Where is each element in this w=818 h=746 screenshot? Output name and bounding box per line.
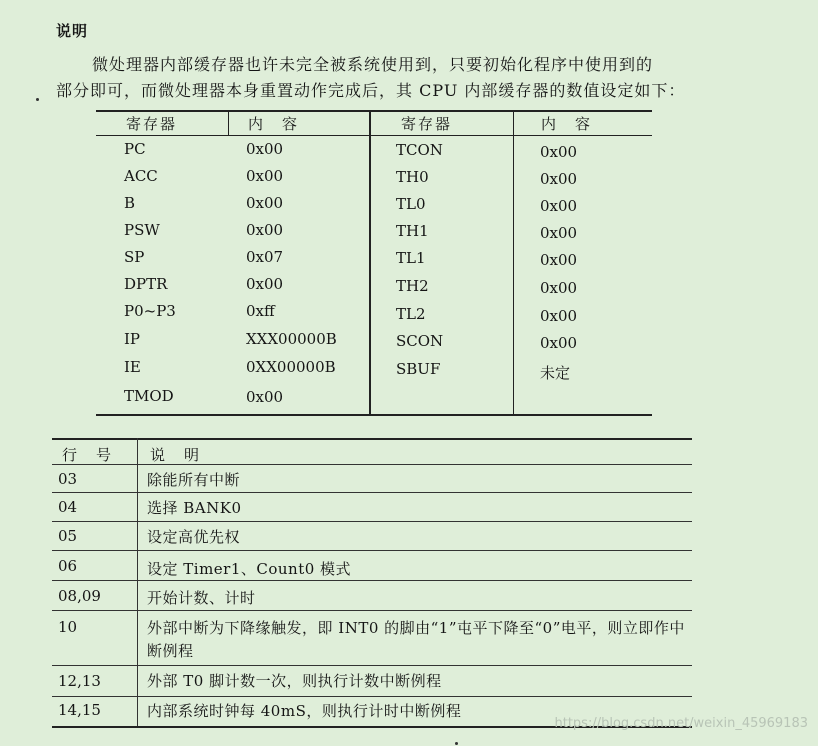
row-rule — [52, 550, 692, 551]
header-register-right: 寄存器 — [401, 115, 453, 133]
register-name: PSW — [124, 221, 160, 239]
line-description: 除能所有中断 — [147, 471, 241, 489]
register-name: TL2 — [396, 305, 426, 323]
row-rule — [52, 696, 692, 697]
register-value: 0x00 — [540, 197, 578, 215]
table-bottom-rule — [96, 414, 652, 416]
register-value: 0x00 — [246, 275, 284, 293]
register-value: 0x00 — [540, 224, 578, 242]
register-value: 0x00 — [246, 388, 284, 406]
header-description: 说 明 — [150, 446, 202, 464]
register-name: SCON — [396, 332, 444, 350]
header-content-right: 内 容 — [541, 115, 593, 133]
row-rule — [52, 610, 692, 611]
register-value: 0x07 — [246, 248, 284, 266]
register-value: 0x00 — [246, 221, 284, 239]
table-top-rule — [96, 110, 652, 112]
line-number: 05 — [58, 527, 78, 545]
table-header-rule — [96, 135, 652, 136]
register-value: 0x00 — [540, 143, 578, 161]
register-name: DPTR — [124, 275, 168, 293]
register-name: TH0 — [396, 168, 429, 186]
register-name: PC — [124, 140, 146, 158]
register-value: 0x00 — [540, 279, 578, 297]
register-name: TL0 — [396, 195, 426, 213]
right-divider — [513, 110, 514, 416]
line-number: 03 — [58, 470, 78, 488]
line-description: 设定高优先权 — [147, 528, 241, 546]
register-value: XXX00000B — [246, 330, 337, 348]
table-top-rule — [52, 438, 692, 440]
register-value: 0x00 — [540, 251, 578, 269]
watermark: https://blog.csdn.net/weixin_45969183 — [554, 716, 808, 731]
line-number: 14,15 — [58, 701, 101, 719]
register-value: 0x00 — [246, 167, 284, 185]
register-name: TL1 — [396, 249, 426, 267]
register-value: 0xff — [246, 302, 275, 320]
row-rule — [52, 521, 692, 522]
register-name: TMOD — [124, 387, 174, 405]
register-value: 0x00 — [540, 170, 578, 188]
line-number: 10 — [58, 618, 78, 636]
register-value: 0XX00000B — [246, 358, 336, 376]
line-description: 开始计数、计时 — [147, 589, 256, 607]
register-name: ACC — [124, 167, 158, 185]
line-description: 内部系统时钟每 40mS，则执行计时中断例程 — [147, 702, 462, 720]
register-name: IP — [124, 330, 141, 348]
register-name: B — [124, 194, 136, 212]
line-number: 08,09 — [58, 587, 101, 605]
register-value: 未定 — [540, 364, 571, 382]
register-name: TCON — [396, 141, 443, 159]
line-description: 外部中断为下降缘触发，即 INT0 的脚由“1”屯平下降至“0”电平，则立即作中断例程 — [147, 619, 685, 660]
scan-speck — [36, 98, 39, 101]
line-number: 04 — [58, 498, 78, 516]
explanation-table — [52, 438, 692, 728]
register-table — [96, 110, 652, 418]
register-value: 0x00 — [540, 334, 578, 352]
register-name: TH1 — [396, 222, 429, 240]
register-name: TH2 — [396, 277, 429, 295]
scan-speck — [455, 742, 458, 745]
header-line-number: 行 号 — [62, 446, 114, 464]
header-content-left: 内 容 — [248, 115, 300, 133]
section-heading: 说明 — [56, 22, 89, 40]
table-header-rule — [52, 464, 692, 465]
intro-line-2: 部分即可，而微处理器本身重置动作完成后，其 CPU 内部缓存器的数值设定如下： — [56, 81, 686, 100]
row-rule — [52, 665, 692, 666]
register-value: 0x00 — [246, 140, 284, 158]
line-description: 选择 BANK0 — [147, 499, 242, 517]
header-divider — [228, 110, 229, 136]
register-value: 0x00 — [540, 307, 578, 325]
intro-line-1: 微处理器内部缓存器也许未完全被系统使用到，只要初始化程序中使用到的 — [92, 55, 654, 74]
line-description: 设定 Timer1、Count0 模式 — [147, 560, 352, 578]
register-name: SP — [124, 248, 145, 266]
line-description: 外部 T0 脚计数一次，则执行计数中断例程 — [147, 672, 442, 690]
header-register-left: 寄存器 — [126, 115, 178, 133]
line-number: 12,13 — [58, 672, 101, 690]
register-name: IE — [124, 358, 141, 376]
line-number: 06 — [58, 557, 78, 575]
register-value: 0x00 — [246, 194, 284, 212]
row-rule — [52, 492, 692, 493]
register-name: P0~P3 — [124, 302, 176, 320]
register-name: SBUF — [396, 360, 441, 378]
center-divider — [369, 110, 371, 416]
column-divider — [137, 438, 138, 726]
